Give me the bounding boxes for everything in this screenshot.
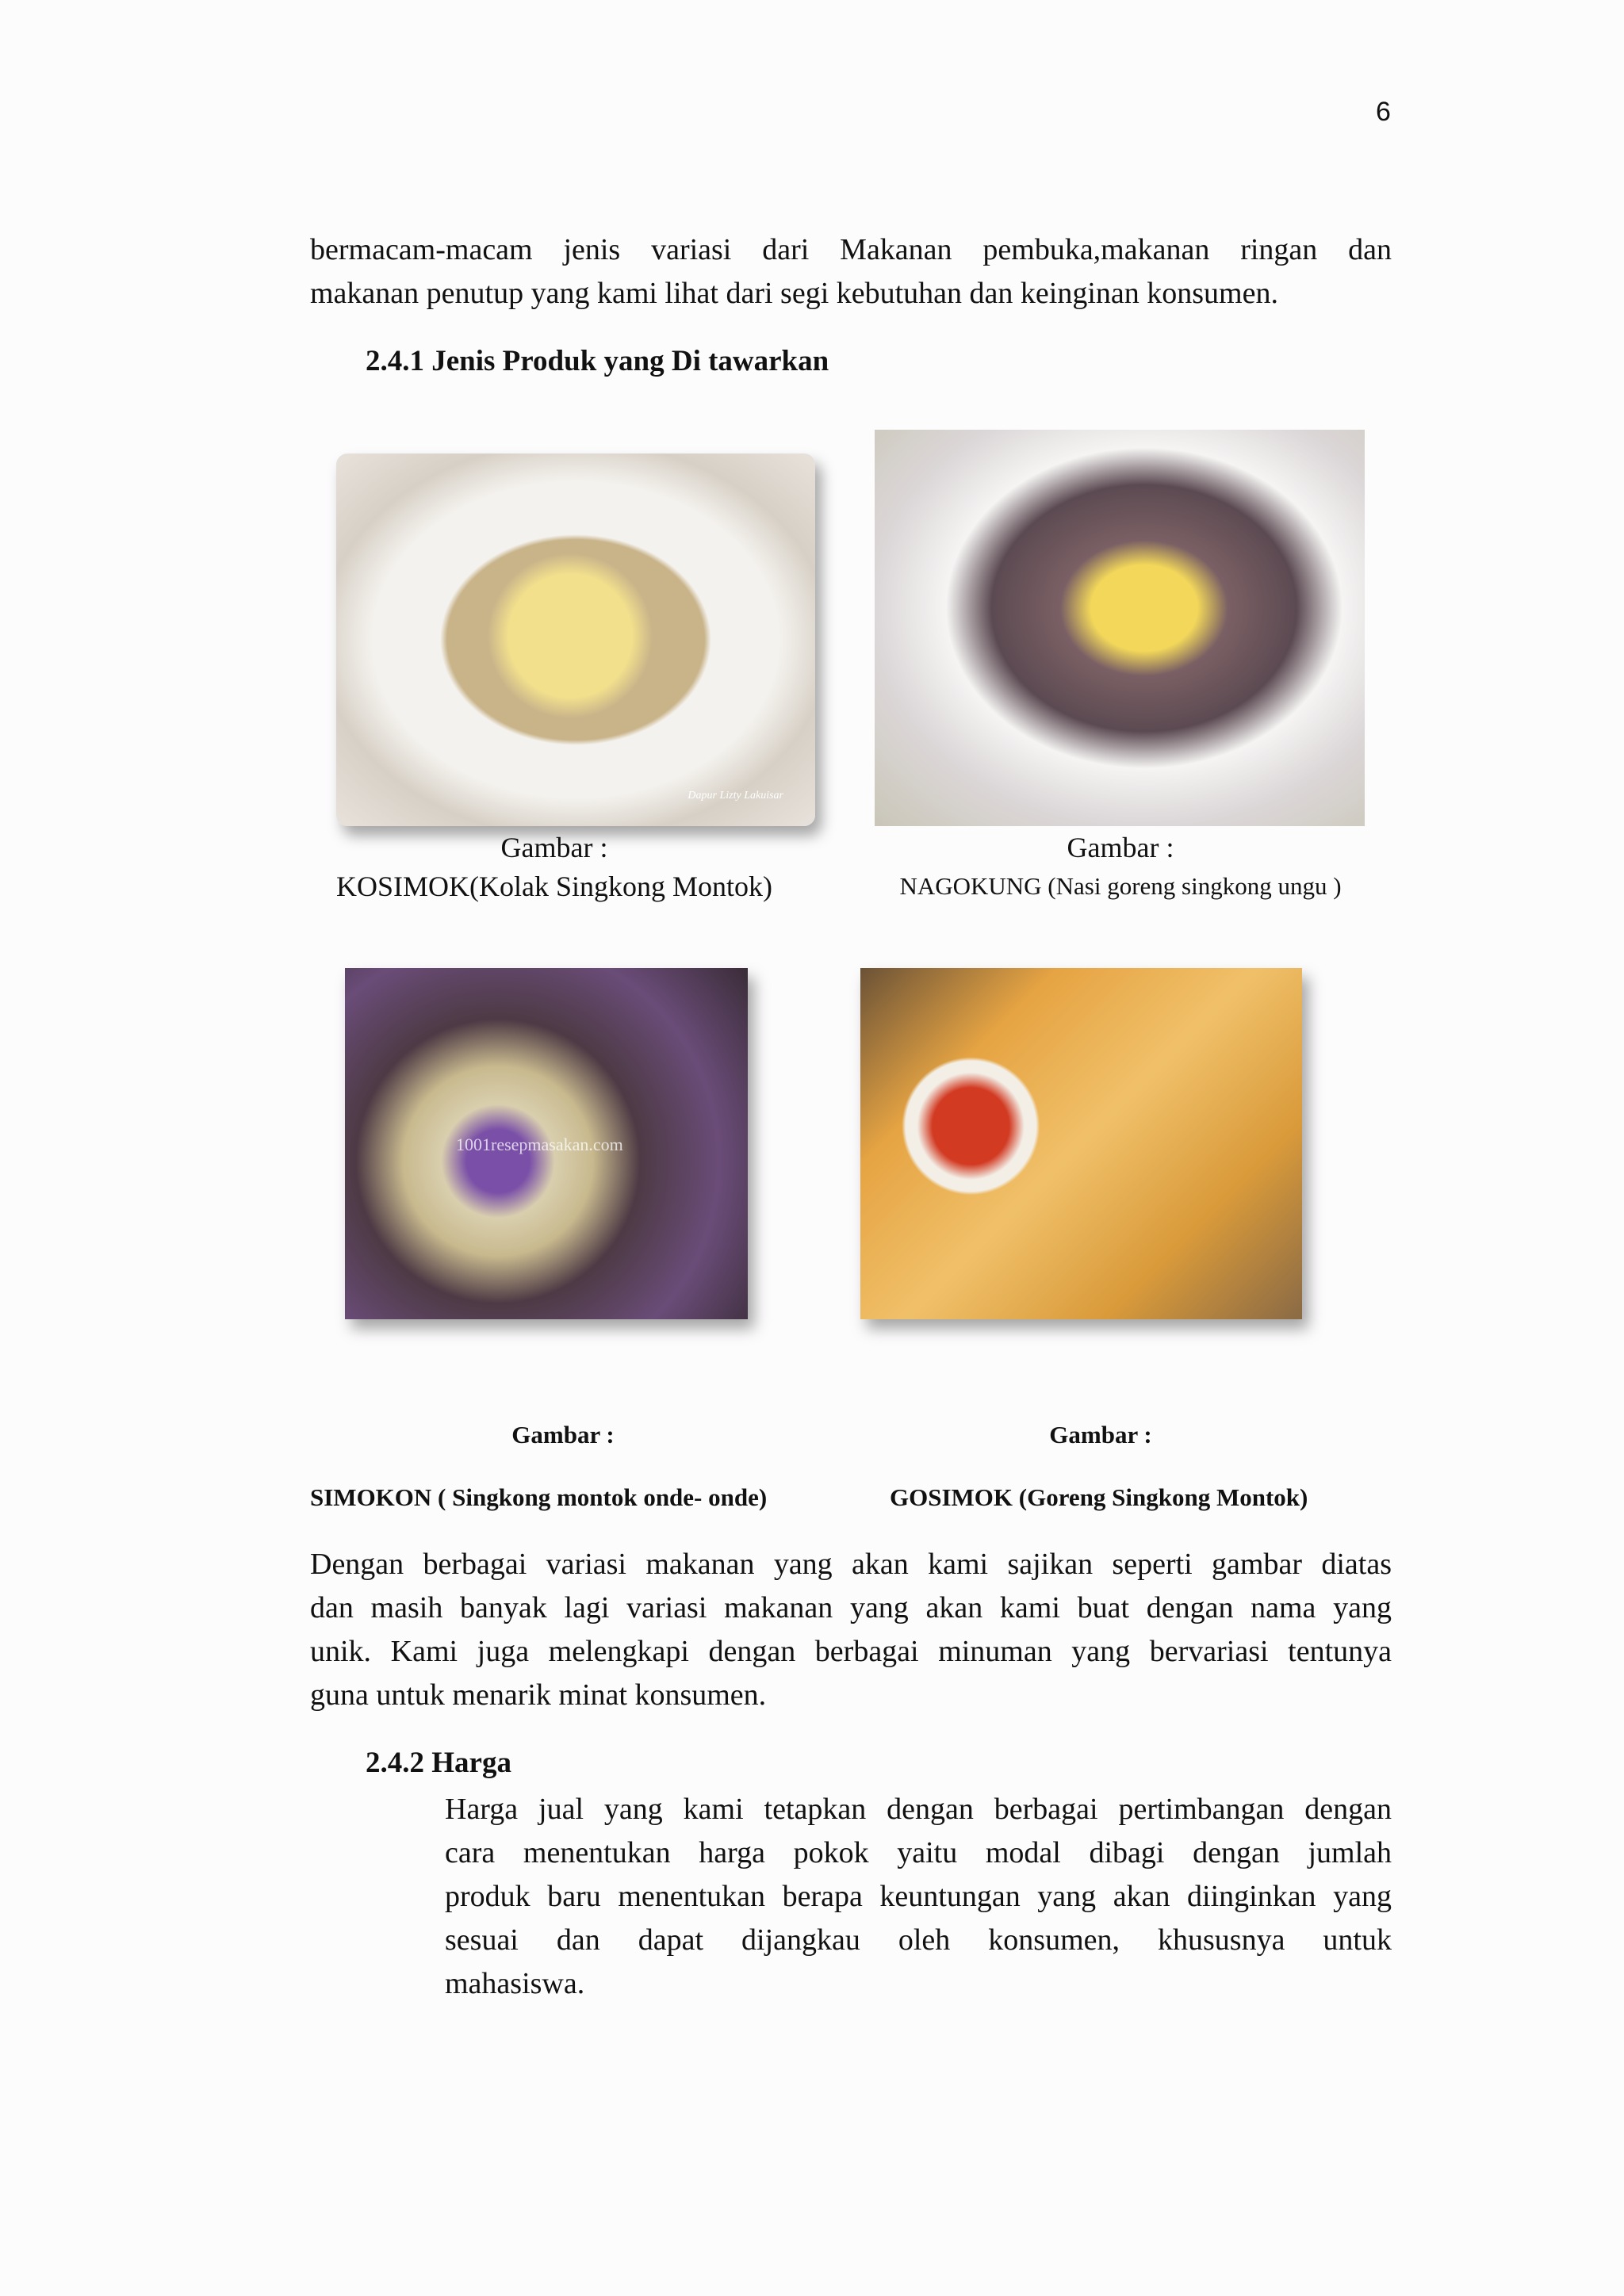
kosimok-photo: [336, 453, 815, 826]
section-heading-241: 2.4.1 Jenis Produk yang Di tawarkan: [366, 345, 829, 377]
section-heading-242: 2.4.2 Harga: [366, 1747, 511, 1779]
description-paragraph: [310, 1543, 1392, 1717]
harga-paragraph: [445, 1788, 1392, 2006]
page-number: 6: [1376, 97, 1391, 127]
text-line: dan masih banyak lagi variasi makanan yang akan kami buat dengan nama yang: [310, 1591, 1392, 1624]
caption-gosimok: GOSIMOK (Goreng Singkong Montok): [890, 1483, 1308, 1511]
text-line: Dengan berbagai variasi makanan yang akan kami sajikan seperti gambar diatas: [310, 1548, 1392, 1581]
caption-label: Gambar :: [511, 1421, 615, 1448]
simokon-photo: [345, 968, 748, 1319]
caption-label: Gambar :: [1067, 832, 1174, 863]
text-line: cara menentukan harga pokok yaitu modal dibagi dengan jumlah: [445, 1836, 1392, 1869]
text-line: sesuai dan dapat dijangkau oleh konsumen, khususnya untuk: [445, 1923, 1392, 1957]
text-line: mahasiswa.: [445, 1967, 585, 2000]
text-line: produk baru menentukan berapa keuntungan yang akan diinginkan yang: [445, 1880, 1392, 1913]
text-line: Harga jual yang kami tetapkan dengan berbagai pertimbangan dengan: [445, 1793, 1392, 1826]
caption-nagokung: NAGOKUNG (Nasi goreng singkong ungu ): [899, 872, 1342, 900]
caption-simokon: SIMOKON ( Singkong montok onde- onde): [310, 1483, 768, 1511]
caption-label: Gambar :: [1049, 1421, 1152, 1448]
text-line: makanan penutup yang kami lihat dari segi kebutuhan dan keinginan konsumen.: [310, 277, 1278, 310]
text-line: bermacam-macam jenis variasi dari Makanan pembuka,makanan ringan dan: [310, 233, 1392, 266]
nagokung-photo: [875, 430, 1365, 826]
gosimok-photo: [860, 968, 1302, 1319]
intro-paragraph: [310, 228, 1392, 316]
text-line: unik. Kami juga melengkapi dengan berbagai minuman yang bervariasi tentunya: [310, 1635, 1392, 1668]
text-line: guna untuk menarik minat konsumen.: [310, 1678, 767, 1712]
photo-watermark: 1001resepmasakan.com: [456, 1135, 623, 1154]
photo-watermark: Dapur Lizty Lakuisar: [688, 790, 783, 802]
caption-label: Gambar :: [500, 832, 608, 863]
caption-kosimok: KOSIMOK(Kolak Singkong Montok): [335, 871, 772, 902]
